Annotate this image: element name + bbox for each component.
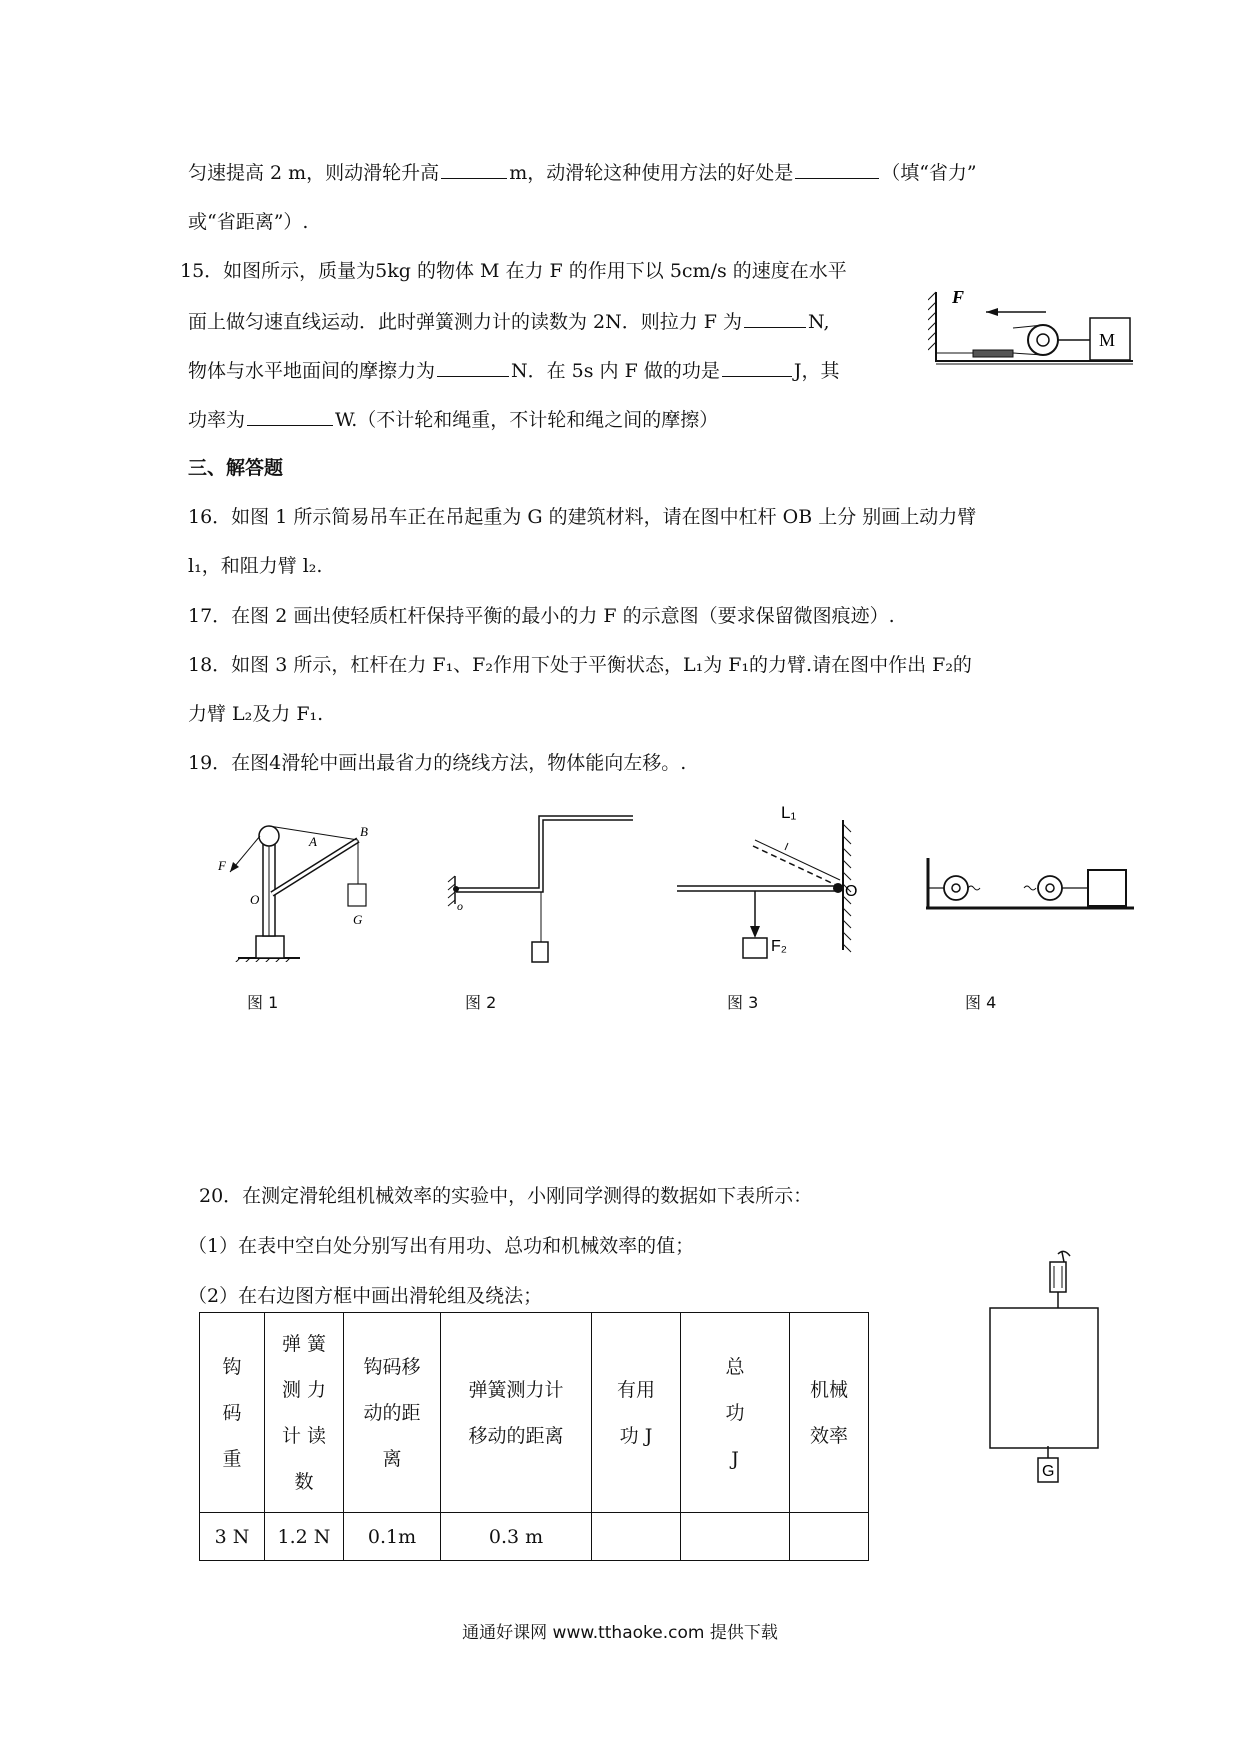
header-cell: 机械 效率 (790, 1313, 869, 1513)
label-L1: L₁ (781, 803, 797, 822)
answer-blank[interactable] (795, 158, 879, 179)
label-O: O (250, 892, 260, 907)
table-cell: 1.2 N (265, 1513, 344, 1561)
header-cell: 有用 功 J (592, 1313, 681, 1513)
q18-line2: 力臂 L₂及力 F₁. (188, 703, 324, 725)
q20-line3: （2）在右边图方框中画出滑轮组及绕法； (188, 1285, 543, 1307)
figure-2-lever (435, 812, 635, 972)
label-A: A (309, 834, 317, 849)
table-header-row (200, 1313, 869, 1513)
total-work-cell[interactable] (681, 1513, 790, 1561)
q20-data-table (199, 1312, 869, 1561)
useful-work-cell[interactable] (592, 1513, 681, 1561)
q15-pulley-figure (928, 288, 1138, 368)
table-cell: 3 N (200, 1513, 265, 1561)
table-cell: 0.3 m (441, 1513, 592, 1561)
label-M: M (1099, 330, 1116, 350)
figure-1-crane (210, 812, 400, 962)
q20-weight (1030, 1446, 1070, 1496)
header-cell: 钩 码 重 (200, 1313, 265, 1513)
answer-blank[interactable] (441, 158, 507, 179)
q20-pulley-box-figure[interactable] (980, 1248, 1120, 1458)
label-F: F (218, 858, 226, 873)
q16-line1: 16．如图 1 所示简易吊车正在吊起重为 G 的建筑材料，请在图中杠杆 OB 上分 别画上动力臂 (188, 506, 977, 528)
q19-line1: 19．在图4滑轮中画出最省力的绕线方法，物体能向左移。. (188, 752, 687, 774)
section-heading: 三、解答题 (188, 457, 284, 479)
drawing-box (990, 1308, 1098, 1448)
label-G: G (353, 912, 363, 927)
label-G: G (1042, 1463, 1055, 1480)
label-B: B (360, 824, 368, 839)
header-cell: 总 功 J (681, 1313, 790, 1513)
figure-2-caption: 图 2 (465, 993, 497, 1012)
label-F: F (952, 288, 965, 307)
label-o: o (457, 899, 463, 913)
q15-line1: 15．如图所示，质量为5kg 的物体 M 在力 F 的作用下以 5cm/s 的速度在水平 (180, 260, 847, 282)
figure-1-caption: 图 1 (247, 993, 279, 1012)
efficiency-cell[interactable] (790, 1513, 869, 1561)
q16-line2: l₁，和阻力臂 l₂. (188, 555, 323, 577)
q15-line3: 物体与水平地面间的摩擦力为 N．在 5s 内 F 做的功是 J，其 (188, 356, 839, 385)
page-footer: 通通好课网 www.tthaoke.com 提供下载 (462, 1623, 778, 1643)
q20-line1: 20．在测定滑轮组机械效率的实验中，小刚同学测得的数据如下表所示： (199, 1185, 813, 1207)
figure-4-caption: 图 4 (965, 993, 997, 1012)
q15-line4: 功率为 W.（不计轮和绳重，不计轮和绳之间的摩擦） (188, 405, 718, 434)
q18-line1: 18．如图 3 所示，杠杆在力 F₁、F₂作用下处于平衡状态，L₁为 F₁的力臂.请在图中作出 F₂的 (188, 654, 972, 676)
answer-blank[interactable] (744, 307, 806, 328)
q14-line2: 或“省距离”）. (188, 211, 309, 233)
table-cell: 0.1m (344, 1513, 441, 1561)
q14-line1: 匀速提高 2 m，则动滑轮升高 m，动滑轮这种使用方法的好处是 （填“省力” (188, 158, 977, 187)
label-F2: F₂ (771, 938, 787, 955)
answer-blank[interactable] (247, 405, 333, 426)
header-cell: 弹 簧 测 力 计 读 数 (265, 1313, 344, 1513)
q20-line2: （1）在表中空白处分别写出有用功、总功和机械效率的值； (188, 1235, 695, 1257)
figure-3-caption: 图 3 (727, 993, 759, 1012)
label-O: O (845, 883, 858, 900)
table-row (200, 1513, 869, 1561)
header-cell: 弹簧测力计 移动的距离 (441, 1313, 592, 1513)
answer-blank[interactable] (437, 356, 509, 377)
answer-blank[interactable] (722, 356, 792, 377)
figure-4-pulley (920, 850, 1140, 920)
q15-line2: 面上做匀速直线运动．此时弹簧测力计的读数为 2N．则拉力 F 为 N, (188, 307, 829, 336)
q17-line1: 17．在图 2 画出使轻质杠杆保持平衡的最小的力 F 的示意图（要求保留微图痕迹）. (188, 605, 895, 627)
header-cell: 钩码移 动的距 离 (344, 1313, 441, 1513)
figure-3-lever (675, 800, 875, 980)
